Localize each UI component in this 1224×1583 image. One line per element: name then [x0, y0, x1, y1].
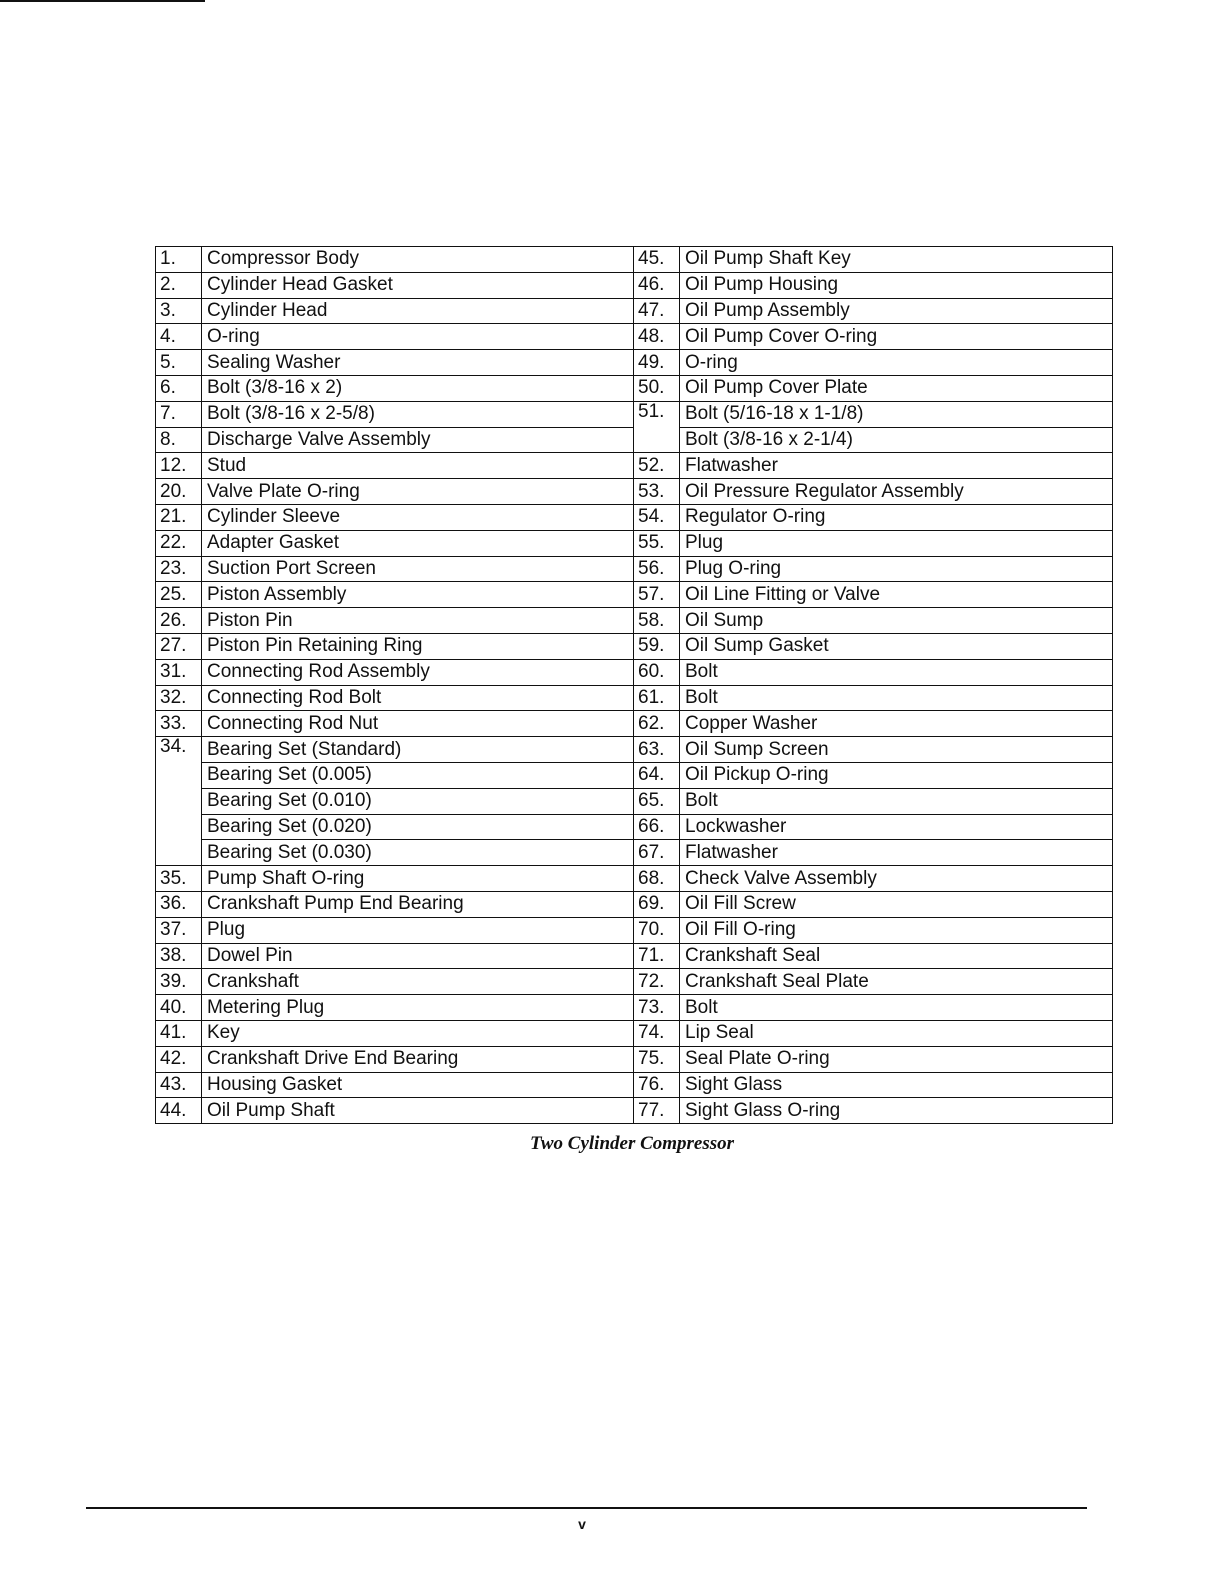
- item-name: Metering Plug: [202, 995, 634, 1021]
- item-number: 42.: [156, 1046, 202, 1072]
- item-name: Cylinder Head: [202, 298, 634, 324]
- item-name: Oil Sump Screen: [680, 737, 1113, 763]
- item-number: 25.: [156, 582, 202, 608]
- item-name: Crankshaft Seal: [680, 943, 1113, 969]
- table-row: [156, 1098, 1113, 1124]
- item-name: O-ring: [680, 350, 1113, 376]
- item-name: Oil Pump Shaft Key: [680, 247, 1113, 273]
- item-name: Oil Fill O-ring: [680, 917, 1113, 943]
- item-number: 54.: [634, 504, 680, 530]
- item-number: 12.: [156, 453, 202, 479]
- item-number: 55.: [634, 530, 680, 556]
- item-number: 74.: [634, 1020, 680, 1046]
- item-name: Plug: [680, 530, 1113, 556]
- item-number: 77.: [634, 1098, 680, 1124]
- item-number: 38.: [156, 943, 202, 969]
- item-name: Suction Port Screen: [202, 556, 634, 582]
- item-name: Oil Pump Cover O-ring: [680, 324, 1113, 350]
- table-row: [156, 504, 1113, 530]
- table-caption: Two Cylinder Compressor: [529, 1133, 735, 1154]
- item-name: Valve Plate O-ring: [202, 479, 634, 505]
- item-name: Bolt: [680, 685, 1113, 711]
- item-name: Dowel Pin: [202, 943, 634, 969]
- item-number: 34.: [156, 737, 202, 866]
- item-number: 59.: [634, 633, 680, 659]
- item-name: Oil Line Fitting or Valve: [680, 582, 1113, 608]
- item-name: Stud: [202, 453, 634, 479]
- item-number: 47.: [634, 298, 680, 324]
- table-row: [156, 969, 1113, 995]
- table-row: [156, 943, 1113, 969]
- table-row: [156, 788, 1113, 814]
- item-name: Flatwasher: [680, 453, 1113, 479]
- item-number: 51.: [634, 401, 680, 453]
- item-number: 61.: [634, 685, 680, 711]
- item-number: 76.: [634, 1072, 680, 1098]
- item-name: Oil Sump: [680, 608, 1113, 634]
- item-number: 62.: [634, 711, 680, 737]
- item-name: Connecting Rod Nut: [202, 711, 634, 737]
- item-name: Regulator O-ring: [680, 504, 1113, 530]
- item-name: Bolt: [680, 659, 1113, 685]
- item-name: Piston Pin: [202, 608, 634, 634]
- item-number: 71.: [634, 943, 680, 969]
- item-name: Adapter Gasket: [202, 530, 634, 556]
- item-number: 58.: [634, 608, 680, 634]
- item-name: Flatwasher: [680, 840, 1113, 866]
- item-name: Oil Pickup O-ring: [680, 762, 1113, 788]
- table-row: [156, 350, 1113, 376]
- item-number: 65.: [634, 788, 680, 814]
- item-number: 68.: [634, 866, 680, 892]
- item-number: 48.: [634, 324, 680, 350]
- item-number: 56.: [634, 556, 680, 582]
- item-name: Piston Assembly: [202, 582, 634, 608]
- item-name: O-ring: [202, 324, 634, 350]
- item-name: Discharge Valve Assembly: [202, 427, 634, 453]
- item-number: 69.: [634, 891, 680, 917]
- item-number: 41.: [156, 1020, 202, 1046]
- item-name: Connecting Rod Assembly: [202, 659, 634, 685]
- item-number: 36.: [156, 891, 202, 917]
- table-row: [156, 633, 1113, 659]
- item-number: 39.: [156, 969, 202, 995]
- table-row: [156, 659, 1113, 685]
- item-name: Bolt: [680, 995, 1113, 1021]
- item-name: Compressor Body: [202, 247, 634, 273]
- table-row: [156, 995, 1113, 1021]
- item-number: 40.: [156, 995, 202, 1021]
- item-number: 7.: [156, 401, 202, 427]
- table-row: [156, 685, 1113, 711]
- table-row: [156, 711, 1113, 737]
- item-name: Lip Seal: [680, 1020, 1113, 1046]
- item-name: Cylinder Head Gasket: [202, 272, 634, 298]
- table-row: [156, 814, 1113, 840]
- item-number: 32.: [156, 685, 202, 711]
- item-name: Oil Fill Screw: [680, 891, 1113, 917]
- item-number: 6.: [156, 375, 202, 401]
- item-number: 20.: [156, 479, 202, 505]
- item-number: 35.: [156, 866, 202, 892]
- table-row: [156, 247, 1113, 273]
- item-number: 37.: [156, 917, 202, 943]
- item-name: Sight Glass O-ring: [680, 1098, 1113, 1124]
- footer-rule: [86, 1507, 1087, 1509]
- item-name: Cylinder Sleeve: [202, 504, 634, 530]
- item-name: Bolt (3/8-16 x 2-5/8): [202, 401, 634, 427]
- item-number: 31.: [156, 659, 202, 685]
- item-number: 21.: [156, 504, 202, 530]
- item-name: Check Valve Assembly: [680, 866, 1113, 892]
- table-row: [156, 298, 1113, 324]
- item-number: 67.: [634, 840, 680, 866]
- item-name: Plug: [202, 917, 634, 943]
- page-number: v: [578, 1516, 586, 1532]
- item-number: 46.: [634, 272, 680, 298]
- table-row: [156, 401, 1113, 427]
- table-row: [156, 866, 1113, 892]
- table-row: [156, 272, 1113, 298]
- item-name: Bearing Set (0.030): [202, 840, 634, 866]
- item-name: Bearing Set (0.010): [202, 788, 634, 814]
- table-row: [156, 375, 1113, 401]
- table-row: [156, 1072, 1113, 1098]
- table-row: [156, 762, 1113, 788]
- item-number: 8.: [156, 427, 202, 453]
- item-name: Bearing Set (0.005): [202, 762, 634, 788]
- item-number: 27.: [156, 633, 202, 659]
- item-name: Plug O-ring: [680, 556, 1113, 582]
- item-number: 26.: [156, 608, 202, 634]
- table-row: [156, 608, 1113, 634]
- item-name: Housing Gasket: [202, 1072, 634, 1098]
- table-row: [156, 1020, 1113, 1046]
- table-row: [156, 840, 1113, 866]
- item-name: Oil Pump Shaft: [202, 1098, 634, 1124]
- item-name: Bearing Set (Standard): [202, 737, 634, 763]
- item-number: 75.: [634, 1046, 680, 1072]
- item-name: Pump Shaft O-ring: [202, 866, 634, 892]
- item-name: Connecting Rod Bolt: [202, 685, 634, 711]
- item-number: 33.: [156, 711, 202, 737]
- item-number: 45.: [634, 247, 680, 273]
- item-number: 3.: [156, 298, 202, 324]
- item-name: Oil Pump Cover Plate: [680, 375, 1113, 401]
- item-name: Seal Plate O-ring: [680, 1046, 1113, 1072]
- top-rule: [0, 0, 205, 2]
- item-name: Oil Pressure Regulator Assembly: [680, 479, 1113, 505]
- table-row: [156, 582, 1113, 608]
- table-row: [156, 737, 1113, 763]
- table-row: [156, 479, 1113, 505]
- table-row: [156, 917, 1113, 943]
- item-number: 2.: [156, 272, 202, 298]
- item-name: Key: [202, 1020, 634, 1046]
- item-name: Oil Pump Assembly: [680, 298, 1113, 324]
- item-number: 1.: [156, 247, 202, 273]
- item-number: 64.: [634, 762, 680, 788]
- item-name: Bearing Set (0.020): [202, 814, 634, 840]
- table-row: [156, 1046, 1113, 1072]
- item-number: 53.: [634, 479, 680, 505]
- item-name: Copper Washer: [680, 711, 1113, 737]
- table-row: [156, 324, 1113, 350]
- item-number: 4.: [156, 324, 202, 350]
- item-name: Bolt: [680, 788, 1113, 814]
- item-number: 72.: [634, 969, 680, 995]
- parts-list-table: [155, 246, 1113, 1124]
- item-name: Piston Pin Retaining Ring: [202, 633, 634, 659]
- item-number: 70.: [634, 917, 680, 943]
- item-number: 23.: [156, 556, 202, 582]
- item-name: Crankshaft Pump End Bearing: [202, 891, 634, 917]
- item-number: 5.: [156, 350, 202, 376]
- item-name: Bolt (5/16-18 x 1-1/8): [680, 401, 1113, 427]
- item-number: 52.: [634, 453, 680, 479]
- item-number: 60.: [634, 659, 680, 685]
- item-name: Crankshaft Drive End Bearing: [202, 1046, 634, 1072]
- item-number: 63.: [634, 737, 680, 763]
- item-name: Bolt (3/8-16 x 2-1/4): [680, 427, 1113, 453]
- item-number: 49.: [634, 350, 680, 376]
- table-row: [156, 453, 1113, 479]
- item-number: 44.: [156, 1098, 202, 1124]
- item-number: 57.: [634, 582, 680, 608]
- item-number: 66.: [634, 814, 680, 840]
- item-name: Lockwasher: [680, 814, 1113, 840]
- item-name: Bolt (3/8-16 x 2): [202, 375, 634, 401]
- table-row: [156, 530, 1113, 556]
- item-name: Sight Glass: [680, 1072, 1113, 1098]
- item-name: Oil Sump Gasket: [680, 633, 1113, 659]
- item-name: Oil Pump Housing: [680, 272, 1113, 298]
- item-number: 50.: [634, 375, 680, 401]
- item-number: 43.: [156, 1072, 202, 1098]
- parts-list-body: [156, 247, 1113, 1124]
- table-row: [156, 891, 1113, 917]
- item-number: 73.: [634, 995, 680, 1021]
- table-row: [156, 556, 1113, 582]
- item-name: Crankshaft Seal Plate: [680, 969, 1113, 995]
- item-number: 22.: [156, 530, 202, 556]
- item-name: Crankshaft: [202, 969, 634, 995]
- item-name: Sealing Washer: [202, 350, 634, 376]
